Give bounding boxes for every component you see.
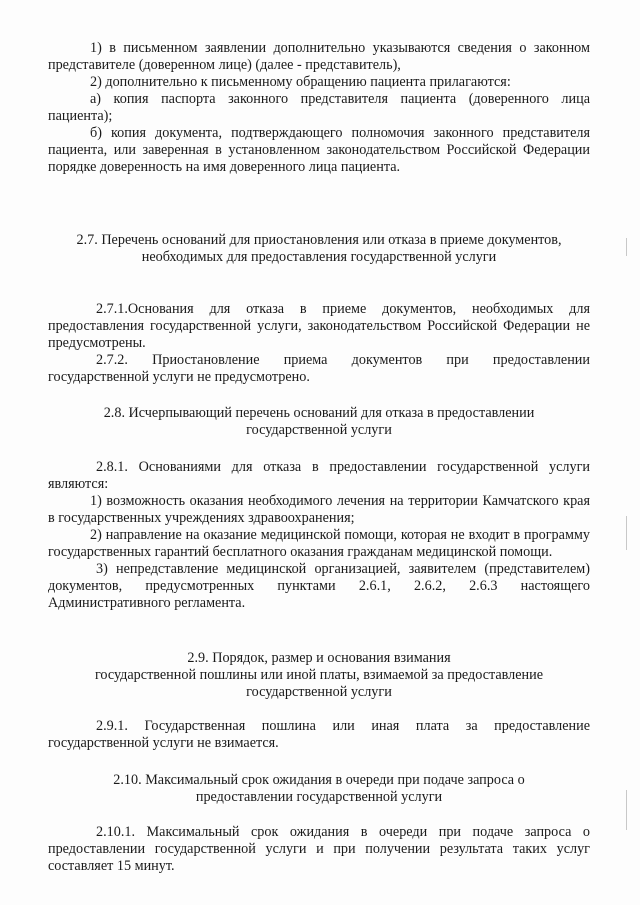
section-2-8-body (48, 459, 590, 612)
section-heading-line: предоставлении государственной услуги (195, 789, 443, 805)
scan-mark (626, 516, 627, 550)
intro-item-b: б) копия документа, подтверждающего полномочия законного представителя пациента, или заверенная в установленном законодательством Российской Федерации порядке доверенность на имя доверенного лица пациента. (48, 125, 590, 175)
section-2-10-body (48, 824, 590, 875)
section-heading-line: 2.10. Максимальный срок ожидания в очереди при подаче запроса о (113, 772, 525, 788)
section-heading-line: государственной услуги (246, 684, 392, 700)
paragraph-2-7-1: 2.7.1.Основания для отказа в приеме документов, необходимых для предоставления государственной услуги, законодательством Российской Федерации не предусмотрены. (48, 301, 590, 351)
section-heading-line: необходимых для предоставления государственной услуги (141, 249, 497, 265)
section-2-7-heading (48, 232, 590, 266)
scan-mark (626, 790, 627, 830)
intro-section (48, 40, 590, 176)
paragraph-2-8-item-1: 1) возможность оказания необходимого лечения на территории Камчатского края в государственных учреждениях здравоохранения; (48, 493, 590, 526)
section-2-7-body (48, 301, 590, 386)
section-heading-line: 2.7. Перечень оснований для приостановления или отказа в приеме документов, (76, 232, 562, 248)
intro-item-2: 2) дополнительно к письменному обращению пациента прилагаются: (90, 74, 511, 90)
section-2-10-heading (48, 772, 590, 806)
paragraph-2-8-item-3: 3) непредставление медицинской организацией, заявителем (представителем) документов, предусмотренных пунктами 2.6.1, 2.6.2, 2.6.3 настоящего Административного регламента. (48, 561, 590, 611)
section-2-9-body (48, 718, 590, 752)
section-2-8-heading (48, 405, 590, 439)
section-heading-line: 2.9. Порядок, размер и основания взимания (187, 650, 451, 666)
section-heading-line: государственной пошлины или иной платы, взимаемой за предоставление (94, 667, 544, 683)
intro-item-1: 1) в письменном заявлении дополнительно указываются сведения о законном представителе (доверенном лице) (далее - представитель), (48, 40, 590, 73)
paragraph-2-7-2: 2.7.2. Приостановление приема документов при предоставлении государственной услуги не предусмотрено. (48, 352, 590, 385)
section-2-9-heading (48, 650, 590, 701)
paragraph-2-8-item-2: 2) направление на оказание медицинской помощи, которая не входит в программу государственных гарантий бесплатного оказания гражданам медицинской помощи. (48, 527, 590, 560)
section-heading-line: 2.8. Исчерпывающий перечень оснований для отказа в предоставлении (103, 405, 535, 421)
paragraph-2-10-1: 2.10.1. Максимальный срок ожидания в очереди при подаче запроса о предоставлении государственной услуги и при получении результата таких услуг составляет 15 минут. (48, 824, 590, 874)
paragraph-2-8-1: 2.8.1. Основаниями для отказа в предоставлении государственной услуги являются: (48, 459, 590, 492)
paragraph-2-9-1: 2.9.1. Государственная пошлина или иная плата за предоставление государственной услуги не взимается. (48, 718, 590, 751)
scan-mark (626, 238, 627, 256)
section-heading-line: государственной услуги (246, 422, 392, 438)
intro-item-a: а) копия паспорта законного представителя пациента (доверенного лица пациента); (48, 91, 590, 124)
